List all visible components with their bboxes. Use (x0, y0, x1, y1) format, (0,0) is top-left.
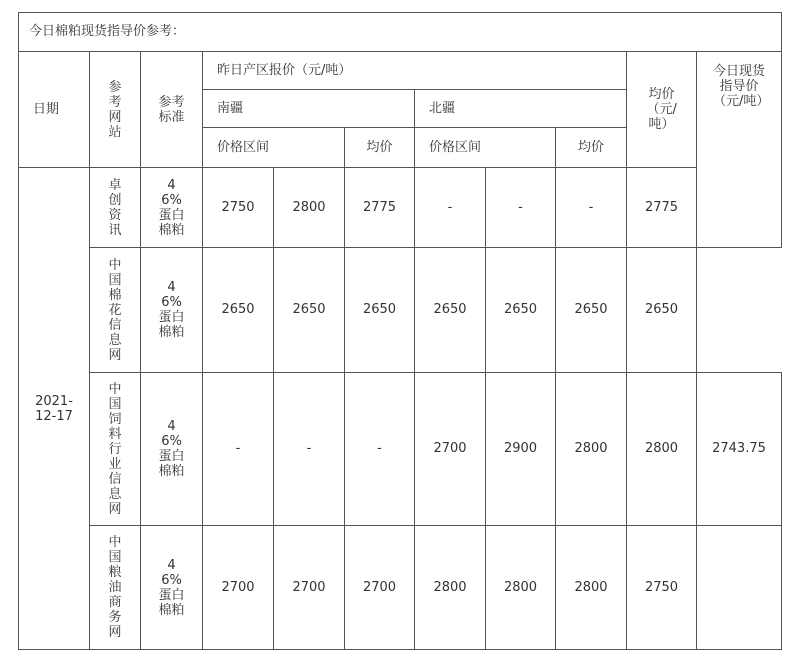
site-cell (90, 248, 141, 373)
south-high-price: - (274, 373, 345, 526)
today-guide-price: 2743.75 (697, 373, 782, 526)
header-north-average: 均价 (556, 128, 627, 168)
cotton-meal-price-table (18, 12, 782, 650)
table-row (19, 373, 782, 526)
header-standard (141, 52, 203, 168)
south-high-price: 2650 (274, 248, 345, 373)
south-average-price: 2775 (345, 168, 415, 248)
site-name: 卓创资讯 (108, 177, 122, 238)
header-north-price-range: 价格区间 (415, 128, 556, 168)
today-guide-price-blank (697, 526, 782, 650)
header-today-guide-price-label: 今日现货指导价（元/吨） (713, 64, 770, 109)
header-website (90, 52, 141, 168)
north-low-price: - (415, 168, 486, 248)
south-low-price: 2650 (203, 248, 274, 373)
header-average-price-label: 均价（元/吨） (646, 87, 677, 132)
table-caption: 今日棉粕现货指导价参考： (19, 13, 782, 52)
site-name: 中国棉花信息网 (108, 257, 122, 363)
south-low-price: - (203, 373, 274, 526)
date-cell (19, 168, 90, 650)
header-south-average: 均价 (345, 128, 415, 168)
standard-value: 46%蛋白棉粕 (158, 280, 185, 340)
north-average-price: - (556, 168, 627, 248)
standard-cell (141, 526, 203, 650)
header-standard-label: 参考标准 (158, 94, 185, 125)
header-row-1 (19, 52, 782, 90)
header-south-xinjiang: 南疆 (203, 90, 415, 128)
site-cell (90, 168, 141, 248)
site-name: 中国粮油商务网 (108, 535, 122, 640)
south-low-price: 2750 (203, 168, 274, 248)
table-row (19, 526, 782, 650)
header-south-price-range: 价格区间 (203, 128, 345, 168)
standard-cell (141, 168, 203, 248)
north-average-price: 2800 (556, 526, 627, 650)
average-price: 2800 (627, 373, 697, 526)
north-high-price: 2900 (486, 373, 556, 526)
header-north-xinjiang: 北疆 (415, 90, 627, 128)
site-cell (90, 373, 141, 526)
price-reference-sheet (18, 12, 782, 650)
average-price: 2650 (627, 248, 697, 373)
header-average-price (627, 52, 697, 168)
north-high-price: - (486, 168, 556, 248)
south-high-price: 2800 (274, 168, 345, 248)
north-average-price: 2650 (556, 248, 627, 373)
north-high-price: 2800 (486, 526, 556, 650)
standard-value: 46%蛋白棉粕 (158, 557, 185, 618)
north-low-price: 2800 (415, 526, 486, 650)
average-price: 2750 (627, 526, 697, 650)
caption-row (19, 13, 782, 52)
header-date: 日期 (19, 52, 90, 168)
site-cell (90, 526, 141, 650)
south-average-price: 2700 (345, 526, 415, 650)
site-name: 中国饲料行业信息网 (108, 381, 122, 517)
date-value: 2021-12-17 (35, 393, 73, 424)
header-today-guide-price (697, 52, 782, 248)
standard-cell (141, 248, 203, 373)
south-average-price: 2650 (345, 248, 415, 373)
south-average-price: - (345, 373, 415, 526)
north-low-price: 2650 (415, 248, 486, 373)
standard-value: 46%蛋白棉粕 (158, 419, 185, 479)
north-low-price: 2700 (415, 373, 486, 526)
average-price: 2775 (627, 168, 697, 248)
south-high-price: 2700 (274, 526, 345, 650)
south-low-price: 2700 (203, 526, 274, 650)
header-website-label: 参考网站 (108, 79, 122, 140)
standard-cell (141, 373, 203, 526)
header-yesterday-prices: 昨日产区报价（元/吨） (203, 52, 627, 90)
table-row (19, 168, 782, 248)
north-average-price: 2800 (556, 373, 627, 526)
standard-value: 46%蛋白棉粕 (158, 177, 185, 238)
north-high-price: 2650 (486, 248, 556, 373)
table-row (19, 248, 782, 373)
